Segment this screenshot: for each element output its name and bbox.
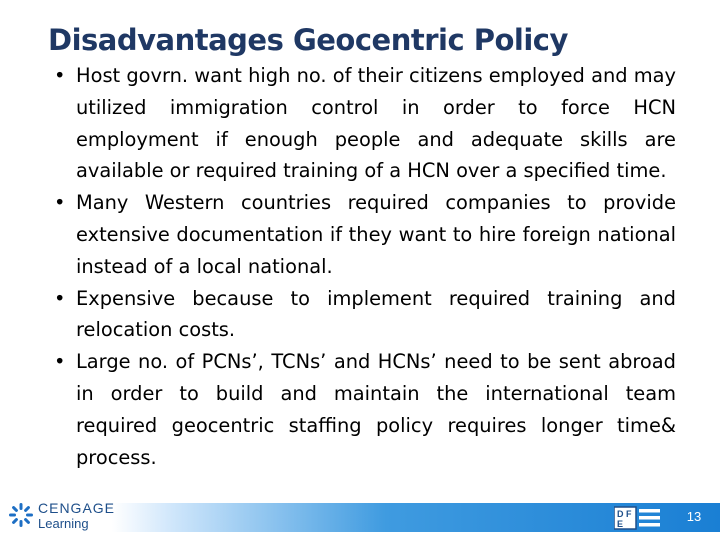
bullet-text: Large no. of PCNs’, TCNs’ and HCNs’ need to be sent abroad in order to build and maintain the international team required geocentric staffing policy requires longer time& process. xyxy=(76,350,676,469)
cengage-logo xyxy=(8,496,118,536)
bullet-marker: • xyxy=(54,191,66,215)
bullet-marker: • xyxy=(54,64,66,87)
bullet-text: Expensive because to implement required training and relocation costs. xyxy=(76,286,676,342)
bullet-text: Many Western countries required companies to provide extensive documentation if they want to hire foreign national instead of a local national. xyxy=(76,191,676,278)
page-number: 13 xyxy=(686,509,702,524)
cengage-star-icon xyxy=(8,502,34,528)
bullet-marker: • xyxy=(54,350,66,374)
svg-text:F: F xyxy=(626,509,632,519)
logo-text-learning: Learning xyxy=(38,516,89,531)
bullet-item xyxy=(48,60,676,187)
svg-text:E: E xyxy=(617,519,624,529)
logo-text-cengage: CENGAGE xyxy=(38,500,116,516)
bullet-list xyxy=(48,60,676,473)
doe-logo-icon xyxy=(614,506,662,530)
bullet-text: Host govrn. want high no. of their citizens employed and may utilized immigration control in order to force HCN employment if enough people and adequate skills are available or required training of a HCN over a specified time. xyxy=(76,64,676,183)
svg-text:D: D xyxy=(617,509,624,519)
bullet-marker: • xyxy=(54,286,66,310)
page-title: Disadvantages Geocentric Policy xyxy=(48,23,568,57)
bullet-item xyxy=(48,187,676,282)
bullet-item xyxy=(48,346,676,473)
bullet-item xyxy=(48,283,676,347)
